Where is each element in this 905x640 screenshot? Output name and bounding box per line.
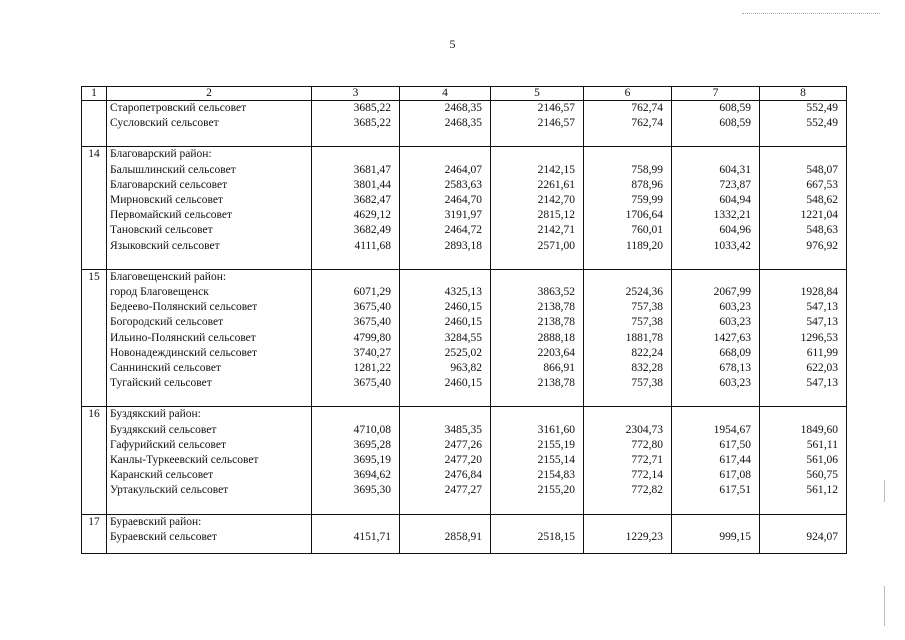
column-header: 1 bbox=[82, 87, 107, 101]
value-cell: 4325,13 bbox=[400, 285, 491, 300]
district-header-row bbox=[82, 269, 847, 285]
value-cell: 2815,12 bbox=[491, 208, 584, 223]
value-cell: 2518,15 bbox=[491, 530, 584, 545]
value-cell: 608,59 bbox=[672, 101, 760, 117]
value-cell bbox=[400, 391, 491, 407]
municipality-name: Богородский сельсовет bbox=[107, 315, 312, 330]
value-cell: 3675,40 bbox=[312, 376, 400, 391]
column-header: 5 bbox=[491, 87, 584, 101]
value-cell bbox=[584, 254, 672, 270]
value-cell: 866,91 bbox=[491, 361, 584, 376]
column-header: 7 bbox=[672, 87, 760, 101]
row-number-cell bbox=[82, 438, 107, 453]
value-cell bbox=[491, 499, 584, 515]
district-number: 15 bbox=[82, 269, 107, 285]
table-row bbox=[82, 438, 847, 453]
district-number: 16 bbox=[82, 407, 107, 423]
value-cell: 772,80 bbox=[584, 438, 672, 453]
municipality-name: Ильино-Полянский сельсовет bbox=[107, 331, 312, 346]
value-cell: 2468,35 bbox=[400, 101, 491, 117]
municipality-name: город Благовещенск bbox=[107, 285, 312, 300]
value-cell: 3740,27 bbox=[312, 346, 400, 361]
row-number-cell bbox=[82, 131, 107, 147]
row-number-cell bbox=[82, 208, 107, 223]
value-cell bbox=[400, 499, 491, 515]
value-cell bbox=[312, 407, 400, 423]
spacer-row bbox=[82, 254, 847, 270]
value-cell: 1221,04 bbox=[760, 208, 847, 223]
district-header-row bbox=[82, 147, 847, 163]
value-cell bbox=[312, 147, 400, 163]
row-number-cell bbox=[82, 239, 107, 254]
district-name: Бураевский район: bbox=[107, 514, 312, 530]
value-cell: 547,13 bbox=[760, 315, 847, 330]
value-cell: 1881,78 bbox=[584, 331, 672, 346]
value-cell: 2477,27 bbox=[400, 483, 491, 498]
value-cell: 604,31 bbox=[672, 163, 760, 178]
row-number-cell bbox=[82, 223, 107, 238]
value-cell: 757,38 bbox=[584, 300, 672, 315]
spacer-row bbox=[82, 545, 847, 554]
row-number-cell bbox=[82, 530, 107, 545]
municipality-name: Тановский сельсовет bbox=[107, 223, 312, 238]
value-cell bbox=[584, 131, 672, 147]
value-cell: 561,12 bbox=[760, 483, 847, 498]
value-cell bbox=[491, 545, 584, 554]
row-number-cell bbox=[82, 468, 107, 483]
value-cell bbox=[400, 254, 491, 270]
municipality-name: Языковский сельсовет bbox=[107, 239, 312, 254]
value-cell: 603,23 bbox=[672, 300, 760, 315]
table-row bbox=[82, 223, 847, 238]
value-cell: 2893,18 bbox=[400, 239, 491, 254]
value-cell: 772,71 bbox=[584, 453, 672, 468]
value-cell: 667,53 bbox=[760, 178, 847, 193]
value-cell: 561,11 bbox=[760, 438, 847, 453]
value-cell: 2460,15 bbox=[400, 376, 491, 391]
table-row bbox=[82, 239, 847, 254]
value-cell bbox=[672, 269, 760, 285]
municipality-name: Тугайский сельсовет bbox=[107, 376, 312, 391]
row-number-cell bbox=[82, 163, 107, 178]
column-header: 4 bbox=[400, 87, 491, 101]
value-cell: 2477,20 bbox=[400, 453, 491, 468]
table-row bbox=[82, 285, 847, 300]
value-cell bbox=[312, 499, 400, 515]
value-cell bbox=[312, 254, 400, 270]
value-cell bbox=[584, 269, 672, 285]
value-cell: 3685,22 bbox=[312, 101, 400, 117]
value-cell: 6071,29 bbox=[312, 285, 400, 300]
row-number-cell bbox=[82, 285, 107, 300]
value-cell: 2460,15 bbox=[400, 315, 491, 330]
value-cell bbox=[312, 131, 400, 147]
value-cell: 3695,19 bbox=[312, 453, 400, 468]
value-cell: 4111,68 bbox=[312, 239, 400, 254]
value-cell: 1954,67 bbox=[672, 423, 760, 438]
value-cell bbox=[672, 131, 760, 147]
row-number-cell bbox=[82, 315, 107, 330]
value-cell: 1281,22 bbox=[312, 361, 400, 376]
value-cell: 611,99 bbox=[760, 346, 847, 361]
row-number-cell bbox=[82, 346, 107, 361]
value-cell: 2524,36 bbox=[584, 285, 672, 300]
row-number-cell bbox=[82, 101, 107, 117]
value-cell: 3161,60 bbox=[491, 423, 584, 438]
municipality-name: Благоварский сельсовет bbox=[107, 178, 312, 193]
value-cell: 3681,47 bbox=[312, 163, 400, 178]
value-cell bbox=[672, 391, 760, 407]
value-cell: 2142,71 bbox=[491, 223, 584, 238]
value-cell bbox=[760, 147, 847, 163]
value-cell bbox=[760, 545, 847, 554]
value-cell: 2138,78 bbox=[491, 300, 584, 315]
value-cell: 1033,42 bbox=[672, 239, 760, 254]
value-cell bbox=[312, 545, 400, 554]
value-cell: 552,49 bbox=[760, 101, 847, 117]
value-cell: 1332,21 bbox=[672, 208, 760, 223]
value-cell: 548,07 bbox=[760, 163, 847, 178]
table-row bbox=[82, 300, 847, 315]
value-cell: 924,07 bbox=[760, 530, 847, 545]
municipality-name: Балышлинский сельсовет bbox=[107, 163, 312, 178]
scan-edge-mark bbox=[884, 480, 885, 502]
value-cell: 772,14 bbox=[584, 468, 672, 483]
value-cell: 1849,60 bbox=[760, 423, 847, 438]
value-cell: 547,13 bbox=[760, 376, 847, 391]
value-cell: 822,24 bbox=[584, 346, 672, 361]
district-header-row bbox=[82, 407, 847, 423]
value-cell: 760,01 bbox=[584, 223, 672, 238]
value-cell bbox=[400, 514, 491, 530]
table-row bbox=[82, 163, 847, 178]
value-cell bbox=[760, 499, 847, 515]
table-row bbox=[82, 423, 847, 438]
value-cell bbox=[400, 407, 491, 423]
value-cell: 2888,18 bbox=[491, 331, 584, 346]
value-cell: 2155,19 bbox=[491, 438, 584, 453]
value-cell: 3485,35 bbox=[400, 423, 491, 438]
table-row bbox=[82, 468, 847, 483]
scan-edge-mark bbox=[884, 586, 885, 626]
value-cell: 2261,61 bbox=[491, 178, 584, 193]
municipality-name: Уртакульский сельсовет bbox=[107, 483, 312, 498]
value-cell: 608,59 bbox=[672, 116, 760, 131]
row-number-cell bbox=[82, 331, 107, 346]
name-cell bbox=[107, 545, 312, 554]
value-cell bbox=[672, 545, 760, 554]
column-header: 8 bbox=[760, 87, 847, 101]
value-cell bbox=[760, 514, 847, 530]
value-cell bbox=[760, 407, 847, 423]
column-header: 3 bbox=[312, 87, 400, 101]
value-cell: 2464,07 bbox=[400, 163, 491, 178]
value-cell: 1427,63 bbox=[672, 331, 760, 346]
value-cell: 757,38 bbox=[584, 376, 672, 391]
value-cell bbox=[584, 514, 672, 530]
value-cell: 2525,02 bbox=[400, 346, 491, 361]
value-cell bbox=[491, 407, 584, 423]
column-header: 2 bbox=[107, 87, 312, 101]
municipality-name: Бураевский сельсовет bbox=[107, 530, 312, 545]
table-row bbox=[82, 376, 847, 391]
page-number: 5 bbox=[449, 37, 456, 51]
value-cell bbox=[672, 407, 760, 423]
value-cell: 3695,28 bbox=[312, 438, 400, 453]
value-cell: 1928,84 bbox=[760, 285, 847, 300]
row-number-cell bbox=[82, 254, 107, 270]
value-cell: 2583,63 bbox=[400, 178, 491, 193]
value-cell: 757,38 bbox=[584, 315, 672, 330]
table-row bbox=[82, 101, 847, 117]
value-cell bbox=[584, 147, 672, 163]
table-row bbox=[82, 331, 847, 346]
district-name: Благоварский район: bbox=[107, 147, 312, 163]
value-cell bbox=[672, 514, 760, 530]
value-cell: 2460,15 bbox=[400, 300, 491, 315]
value-cell: 1706,64 bbox=[584, 208, 672, 223]
value-cell: 2138,78 bbox=[491, 315, 584, 330]
value-cell: 1296,53 bbox=[760, 331, 847, 346]
value-cell bbox=[584, 499, 672, 515]
municipality-name: Первомайский сельсовет bbox=[107, 208, 312, 223]
value-cell: 4710,08 bbox=[312, 423, 400, 438]
table-row bbox=[82, 346, 847, 361]
column-number-row bbox=[82, 87, 847, 101]
district-header-row bbox=[82, 514, 847, 530]
value-cell: 1229,23 bbox=[584, 530, 672, 545]
value-cell: 2858,91 bbox=[400, 530, 491, 545]
row-number-cell bbox=[82, 453, 107, 468]
table-row bbox=[82, 193, 847, 208]
value-cell: 2468,35 bbox=[400, 116, 491, 131]
row-number-cell bbox=[82, 178, 107, 193]
value-cell bbox=[400, 147, 491, 163]
table-row bbox=[82, 208, 847, 223]
value-cell: 4629,12 bbox=[312, 208, 400, 223]
row-number-cell bbox=[82, 193, 107, 208]
value-cell: 2138,78 bbox=[491, 376, 584, 391]
value-cell: 3191,97 bbox=[400, 208, 491, 223]
value-cell: 2142,70 bbox=[491, 193, 584, 208]
value-cell: 3694,62 bbox=[312, 468, 400, 483]
value-cell: 622,03 bbox=[760, 361, 847, 376]
value-cell bbox=[760, 269, 847, 285]
table-row bbox=[82, 178, 847, 193]
value-cell: 561,06 bbox=[760, 453, 847, 468]
value-cell: 668,09 bbox=[672, 346, 760, 361]
value-cell: 3685,22 bbox=[312, 116, 400, 131]
municipality-name: Канлы-Туркеевский сельсовет bbox=[107, 453, 312, 468]
municipality-name: Бедеево-Полянский сельсовет bbox=[107, 300, 312, 315]
value-cell: 548,62 bbox=[760, 193, 847, 208]
value-cell: 1189,20 bbox=[584, 239, 672, 254]
value-cell: 2155,20 bbox=[491, 483, 584, 498]
value-cell: 547,13 bbox=[760, 300, 847, 315]
value-cell bbox=[400, 269, 491, 285]
value-cell: 548,63 bbox=[760, 223, 847, 238]
value-cell: 2142,15 bbox=[491, 163, 584, 178]
municipality-name: Каранский сельсовет bbox=[107, 468, 312, 483]
row-number-cell bbox=[82, 423, 107, 438]
name-cell bbox=[107, 131, 312, 147]
value-cell: 3675,40 bbox=[312, 315, 400, 330]
value-cell bbox=[672, 147, 760, 163]
value-cell: 963,82 bbox=[400, 361, 491, 376]
value-cell: 2067,99 bbox=[672, 285, 760, 300]
value-cell bbox=[491, 131, 584, 147]
row-number-cell bbox=[82, 499, 107, 515]
value-cell: 2146,57 bbox=[491, 116, 584, 131]
value-cell: 617,08 bbox=[672, 468, 760, 483]
value-cell: 878,96 bbox=[584, 178, 672, 193]
value-cell: 999,15 bbox=[672, 530, 760, 545]
row-number-cell bbox=[82, 300, 107, 315]
value-cell: 3682,47 bbox=[312, 193, 400, 208]
value-cell bbox=[491, 391, 584, 407]
value-cell bbox=[491, 254, 584, 270]
value-cell: 4799,80 bbox=[312, 331, 400, 346]
value-cell bbox=[760, 391, 847, 407]
value-cell: 678,13 bbox=[672, 361, 760, 376]
municipality-name: Гафурийский сельсовет bbox=[107, 438, 312, 453]
value-cell bbox=[400, 131, 491, 147]
name-cell bbox=[107, 499, 312, 515]
table-row bbox=[82, 116, 847, 131]
district-number: 17 bbox=[82, 514, 107, 530]
value-cell bbox=[312, 269, 400, 285]
value-cell: 2477,26 bbox=[400, 438, 491, 453]
value-cell: 2476,84 bbox=[400, 468, 491, 483]
spacer-row bbox=[82, 131, 847, 147]
municipality-name: Буздякский сельсовет bbox=[107, 423, 312, 438]
name-cell bbox=[107, 254, 312, 270]
value-cell bbox=[672, 254, 760, 270]
row-number-cell bbox=[82, 116, 107, 131]
value-cell bbox=[584, 407, 672, 423]
value-cell: 2304,73 bbox=[584, 423, 672, 438]
value-cell: 2571,00 bbox=[491, 239, 584, 254]
value-cell: 3863,52 bbox=[491, 285, 584, 300]
value-cell: 762,74 bbox=[584, 116, 672, 131]
municipality-name: Новонадеждинский сельсовет bbox=[107, 346, 312, 361]
value-cell: 758,99 bbox=[584, 163, 672, 178]
value-cell bbox=[584, 391, 672, 407]
value-cell: 3682,49 bbox=[312, 223, 400, 238]
value-cell: 603,23 bbox=[672, 315, 760, 330]
row-number-cell bbox=[82, 391, 107, 407]
value-cell bbox=[491, 269, 584, 285]
municipality-name: Мирновский сельсовет bbox=[107, 193, 312, 208]
value-cell bbox=[312, 391, 400, 407]
value-cell bbox=[400, 545, 491, 554]
value-cell: 3675,40 bbox=[312, 300, 400, 315]
value-cell bbox=[672, 499, 760, 515]
value-cell: 2464,72 bbox=[400, 223, 491, 238]
value-cell: 617,44 bbox=[672, 453, 760, 468]
value-cell: 3801,44 bbox=[312, 178, 400, 193]
value-cell: 2146,57 bbox=[491, 101, 584, 117]
value-cell: 3284,55 bbox=[400, 331, 491, 346]
value-cell: 762,74 bbox=[584, 101, 672, 117]
value-cell: 604,94 bbox=[672, 193, 760, 208]
value-cell: 759,99 bbox=[584, 193, 672, 208]
spacer-row bbox=[82, 499, 847, 515]
value-cell: 2203,64 bbox=[491, 346, 584, 361]
value-cell bbox=[491, 514, 584, 530]
row-number-cell bbox=[82, 376, 107, 391]
name-cell bbox=[107, 391, 312, 407]
spacer-row bbox=[82, 391, 847, 407]
row-number-cell bbox=[82, 483, 107, 498]
table-row bbox=[82, 361, 847, 376]
value-cell bbox=[491, 147, 584, 163]
district-name: Буздякский район: bbox=[107, 407, 312, 423]
table-row bbox=[82, 530, 847, 545]
value-cell: 4151,71 bbox=[312, 530, 400, 545]
value-cell: 560,75 bbox=[760, 468, 847, 483]
value-cell: 976,92 bbox=[760, 239, 847, 254]
municipality-name: Саннинский сельсовет bbox=[107, 361, 312, 376]
value-cell: 772,82 bbox=[584, 483, 672, 498]
district-name: Благовещенский район: bbox=[107, 269, 312, 285]
row-number-cell bbox=[82, 545, 107, 554]
value-cell: 603,23 bbox=[672, 376, 760, 391]
column-header: 6 bbox=[584, 87, 672, 101]
table-row bbox=[82, 453, 847, 468]
district-number: 14 bbox=[82, 147, 107, 163]
table-row bbox=[82, 315, 847, 330]
value-cell bbox=[584, 545, 672, 554]
value-cell: 552,49 bbox=[760, 116, 847, 131]
value-cell bbox=[312, 514, 400, 530]
value-cell: 3695,30 bbox=[312, 483, 400, 498]
row-number-cell bbox=[82, 361, 107, 376]
value-cell bbox=[760, 254, 847, 270]
value-cell: 617,51 bbox=[672, 483, 760, 498]
value-cell: 723,87 bbox=[672, 178, 760, 193]
subsidy-table bbox=[81, 86, 847, 554]
value-cell: 604,96 bbox=[672, 223, 760, 238]
value-cell: 617,50 bbox=[672, 438, 760, 453]
value-cell: 832,28 bbox=[584, 361, 672, 376]
value-cell: 2155,14 bbox=[491, 453, 584, 468]
table-row bbox=[82, 483, 847, 498]
municipality-name: Сусловский сельсовет bbox=[107, 116, 312, 131]
value-cell bbox=[760, 131, 847, 147]
municipality-name: Старопетровский сельсовет bbox=[107, 101, 312, 117]
value-cell: 2154,83 bbox=[491, 468, 584, 483]
scan-artifact-line bbox=[742, 13, 880, 14]
value-cell: 2464,70 bbox=[400, 193, 491, 208]
